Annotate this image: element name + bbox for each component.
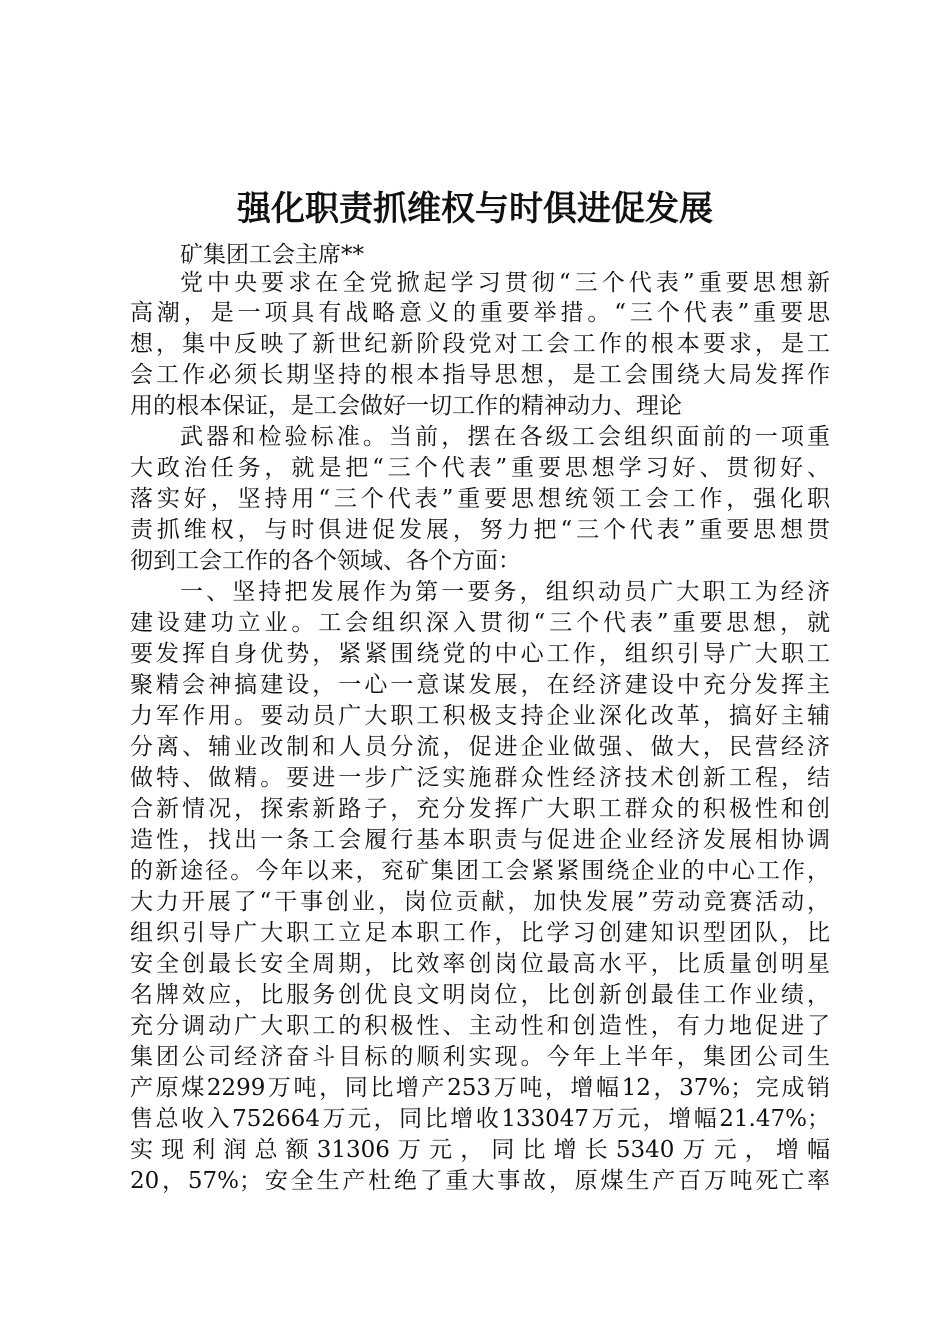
paragraph-2-line-2: 大政治任务，就是把“三个代表”重要思想学习好、贯彻好、 [130,455,830,481]
paragraph-3-line-6: 分离、辅业改制和人员分流，促进企业做强、做大，民营经济 [130,734,830,760]
paragraph-3-line-3: 要发挥自身优势，紧紧围绕党的中心工作，组织引导广大职工 [130,641,830,667]
paragraph-3-line-10: 的新途径。今年以来，兖矿集团工会紧紧围绕企业的中心工作， [130,858,830,884]
paragraph-3-line-4: 聚精会神搞建设，一心一意谋发展，在经济建设中充分发挥主 [130,672,830,698]
paragraph-1-line-4: 会工作必须长期坚持的根本指导思想，是工会围绕大局发挥作 [130,362,830,388]
paragraph-1-line-1: 党中央要求在全党掀起学习贯彻“三个代表”重要思想新 [180,270,830,296]
paragraph-3-line-17: 产原煤2299万吨，同比增产253万吨，增幅12，37%；完成销 [130,1075,830,1101]
paragraph-3-line-15: 充分调动广大职工的积极性、主动性和创造性，有力地促进了 [130,1013,830,1039]
paragraph-2-line-5: 彻到工会工作的各个领域、各个方面： [130,548,521,574]
paragraph-1-line-3: 想，集中反映了新世纪新阶段党对工会工作的根本要求，是工 [130,331,830,357]
paragraph-3-line-18: 售总收入752664万元，同比增收133047万元，增幅21.47%； [130,1106,830,1132]
paragraph-3-line-11: 大力开展了“干事创业，岗位贡献，加快发展”劳动竞赛活动， [130,889,830,915]
paragraph-3-line-19: 实现利润总额31306万元，同比增长5340万元，增幅 [130,1137,830,1163]
paragraph-3-line-14: 名牌效应，比服务创优良文明岗位，比创新创最佳工作业绩， [130,982,830,1008]
paragraph-1-line-5: 用的根本保证，是工会做好一切工作的精神动力、理论 [130,393,682,419]
paragraph-3-line-1: 一、坚持把发展作为第一要务，组织动员广大职工为经济 [180,579,830,605]
paragraph-3-line-5: 力军作用。要动员广大职工积极支持企业深化改革，搞好主辅 [130,703,830,729]
paragraph-3-line-12: 组织引导广大职工立足本职工作，比学习创建知识型团队，比 [130,920,830,946]
paragraph-3-line-8: 合新情况，探索新路子，充分发挥广大职工群众的积极性和创 [130,796,830,822]
author-line: 矿集团工会主席** [180,242,364,268]
paragraph-3-line-7: 做特、做精。要进一步广泛实施群众性经济技术创新工程，结 [130,765,830,791]
paragraph-3-line-2: 建设建功立业。工会组织深入贯彻“三个代表”重要思想，就 [130,610,830,636]
paragraph-2-line-4: 责抓维权，与时俱进促发展，努力把“三个代表”重要思想贯 [130,517,830,543]
paragraph-2-line-3: 落实好，坚持用“三个代表”重要思想统领工会工作，强化职 [130,486,830,512]
paragraph-3-line-9: 造性，找出一条工会履行基本职责与促进企业经济发展相协调 [130,827,830,853]
paragraph-3-line-16: 集团公司经济奋斗目标的顺利实现。今年上半年，集团公司生 [130,1044,830,1070]
document-title: 强化职责抓维权与时俱进促发展 [237,189,713,229]
paragraph-3-line-20: 20，57%；安全生产杜绝了重大事故，原煤生产百万吨死亡率 [130,1168,830,1194]
paragraph-1-line-2: 高潮，是一项具有战略意义的重要举措。“三个代表”重要思 [130,300,830,326]
paragraph-3-line-13: 安全创最长安全周期，比效率创岗位最高水平，比质量创明星 [130,951,830,977]
paragraph-2-line-1: 武器和检验标准。当前，摆在各级工会组织面前的一项重 [180,424,830,450]
